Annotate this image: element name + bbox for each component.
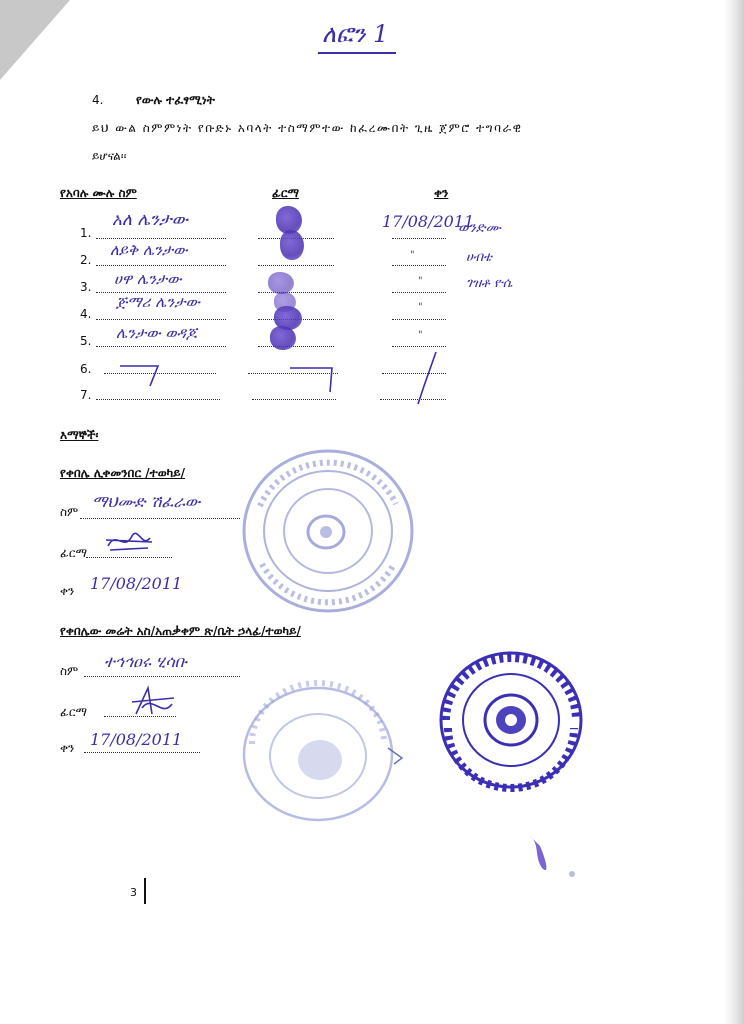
- member-date: 17/08/2011: [382, 212, 475, 231]
- member-name: ጅማሪ ሌንታው: [116, 293, 200, 311]
- receiver2-signature: [128, 684, 180, 720]
- row-number: 3.: [80, 280, 92, 294]
- receiver1-sign-line: [86, 557, 172, 558]
- receiver1-date-label: ቀን: [60, 584, 75, 598]
- receiver1-date-value: 17/08/2011: [90, 574, 183, 593]
- member-note: ገዝቶ ዮሴ: [466, 276, 513, 291]
- row-number: 1.: [80, 226, 92, 240]
- page-number-bar: [144, 878, 146, 904]
- receiver1-title: የቀበሌ ሊቀመንበር /ተወካይ/: [60, 466, 185, 480]
- receiver2-date-value: 17/08/2011: [90, 730, 183, 749]
- receiver2-name-value: ተኅኅዐሩ ሂሳቡ: [104, 652, 187, 671]
- member-date: ": [418, 276, 423, 287]
- row-number: 5.: [80, 334, 92, 348]
- receiver1-name-line: [80, 518, 240, 519]
- member-date: ": [410, 250, 415, 261]
- receiver2-title: የቀበሌው መሬት አስ/አጠቃቀም ጽ/ቤት ኃላፊ/ተወካይ/: [60, 624, 301, 638]
- column-header-date: ቀን: [434, 186, 449, 200]
- strike-stroke: [290, 368, 332, 392]
- row-number: 4.: [80, 307, 92, 321]
- receiver2-name-label: ስም: [60, 664, 79, 678]
- member-note: ወንድሙ: [458, 220, 501, 236]
- receiver1-name-label: ስም: [60, 505, 79, 519]
- member-name: ለይቅ ሌንታው: [110, 241, 188, 259]
- ink-smudge: [520, 826, 580, 886]
- member-date: ": [418, 302, 423, 313]
- member-name: ሀዋ ሌንታው: [114, 270, 182, 288]
- strike-stroke: [418, 352, 436, 404]
- receiver2-sign-label: ፊርማ: [60, 705, 88, 719]
- receiver1-sign-label: ፊርማ: [60, 546, 88, 560]
- column-header-name: የአባሉ ሙሉ ስም: [60, 186, 137, 200]
- strike-stroke: [120, 366, 158, 386]
- row-number: 6.: [80, 362, 92, 376]
- handwritten-title: ለፎን 1: [322, 20, 389, 48]
- section-body-line-2: ይሆናል፡፡: [92, 149, 127, 163]
- receiver2-name-line: [84, 676, 240, 677]
- column-header-signature: ፊርማ: [272, 186, 300, 200]
- strike-strokes: [0, 0, 744, 420]
- receiver2-date-label: ቀን: [60, 741, 75, 755]
- witnesses-title: እማኞች፡: [60, 428, 99, 442]
- kebele-office-stamp: [240, 446, 416, 616]
- land-office-stamp: [238, 684, 408, 814]
- receiver1-signature: [104, 528, 154, 554]
- member-note: ሀብቴ: [466, 250, 492, 265]
- receiver1-name-value: ማህሙድ ሽፈራው: [92, 492, 201, 511]
- page-number: 3: [130, 886, 137, 899]
- section-body-line-1: ይህ ውል ስምምነት የቡድኑ አባላት ተስማምተው ከፈረሙበት ጊዜ ጀምሮ ተግባራዊ: [92, 121, 523, 135]
- row-number: 7.: [80, 388, 92, 402]
- section-number: 4.: [92, 93, 104, 107]
- receiver2-date-line: [84, 752, 200, 753]
- organization-stamp: [438, 650, 584, 790]
- section-title: የውሉ ተፈፃሚነት: [136, 93, 215, 107]
- member-name: አለ ሌንታው: [112, 210, 188, 230]
- member-name: ሌንታው ወዳጆ: [116, 324, 197, 342]
- member-date: ": [418, 330, 423, 341]
- row-number: 2.: [80, 253, 92, 267]
